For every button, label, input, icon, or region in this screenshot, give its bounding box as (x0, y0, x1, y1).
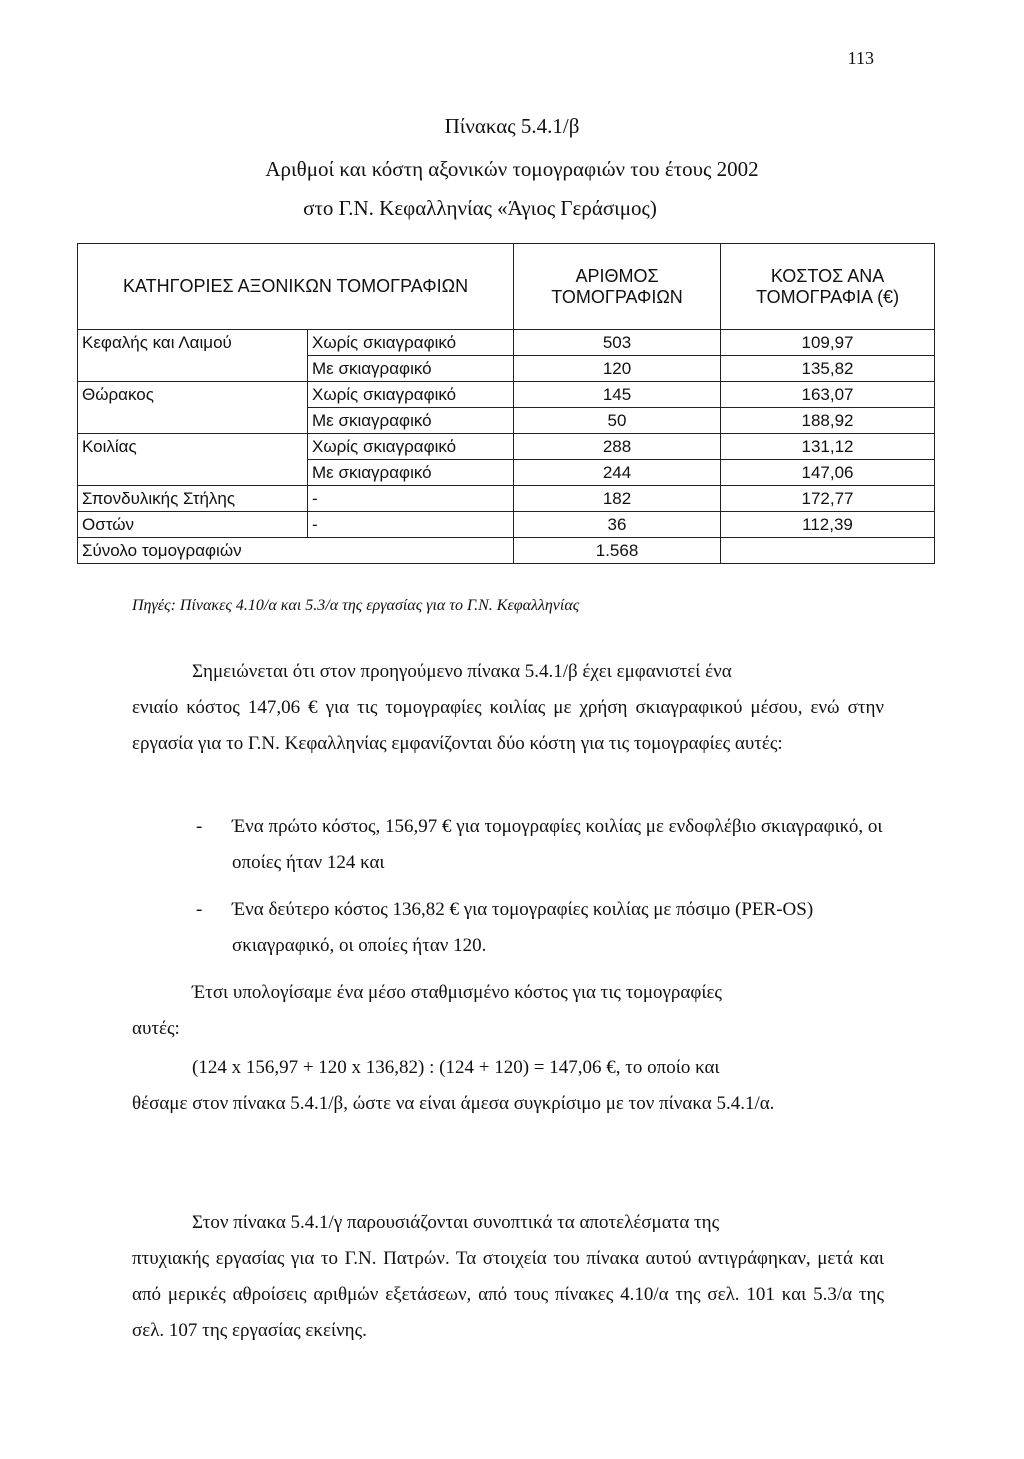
table-row (78, 486, 935, 512)
header-count: ΑΡΙΘΜΟΣ ΤΟΜΟΓΡΑΦΙΩΝ (514, 244, 721, 330)
paragraph-3 (132, 1205, 884, 1349)
row-cost: 112,39 (721, 512, 935, 538)
row-category: Σπονδυλικής Στήλης (78, 486, 308, 512)
row-cost: 188,92 (721, 408, 935, 434)
row-count: 120 (514, 356, 721, 382)
row-contrast-type: Με σκιαγραφικό (308, 408, 514, 434)
formula-body: θέσαμε στον πίνακα 5.4.1/β, ώστε να είναι άμεσα συγκρίσιμο με τον πίνακα 5.4.1/α. (132, 1093, 775, 1114)
formula-line: (124 x 156,97 + 120 x 136,82) : (124 + 120) = 147,06 €, το οποίο και (192, 1057, 720, 1078)
row-contrast-type: Με σκιαγραφικό (308, 460, 514, 486)
table-caption-line-1: Αριθμοί και κόστη αξονικών τομογραφιών του έτους 2002 (265, 157, 759, 181)
table-row (78, 382, 935, 408)
total-row (78, 538, 935, 564)
row-category (78, 356, 308, 382)
table-row (78, 408, 935, 434)
row-category: Κοιλίας (78, 434, 308, 460)
table-caption-line-2: στο Γ.Ν. Κεφαλληνίας «Άγιος Γεράσιμος) (303, 196, 657, 220)
row-cost: 147,06 (721, 460, 935, 486)
row-cost: 109,97 (721, 330, 935, 356)
row-cost: 172,77 (721, 486, 935, 512)
weighted-cost-formula (132, 1050, 884, 1122)
row-count: 36 (514, 512, 721, 538)
row-contrast-type: - (308, 486, 514, 512)
total-count: 1.568 (514, 538, 721, 564)
row-contrast-type: Με σκιαγραφικό (308, 356, 514, 382)
row-cost: 163,07 (721, 382, 935, 408)
row-contrast-type: Χωρίς σκιαγραφικό (308, 330, 514, 356)
row-cost: 131,12 (721, 434, 935, 460)
table-source-note: Πηγές: Πίνακες 4.10/α και 5.3/α της εργασίας για το Γ.Ν. Κεφαλληνίας (132, 597, 580, 614)
row-category: Οστών (78, 512, 308, 538)
row-category (78, 408, 308, 434)
paragraph-2-body: αυτές: (132, 1018, 180, 1039)
table-row (78, 512, 935, 538)
paragraph-1 (132, 654, 884, 762)
row-count: 244 (514, 460, 721, 486)
bullet-dash: - (196, 816, 203, 837)
paragraph-2 (132, 975, 884, 1047)
row-category: Κεφαλής και Λαιμού (78, 330, 308, 356)
row-category (78, 460, 308, 486)
row-count: 145 (514, 382, 721, 408)
row-count: 182 (514, 486, 721, 512)
bullet-item (196, 809, 886, 881)
header-cost: ΚΟΣΤΟΣ ΑΝΑ ΤΟΜΟΓΡΑΦΙΑ (€) (721, 244, 935, 330)
table-row (78, 356, 935, 382)
row-count: 288 (514, 434, 721, 460)
ct-scan-table (77, 243, 934, 564)
row-category: Θώρακος (78, 382, 308, 408)
table-row (78, 330, 935, 356)
row-count: 50 (514, 408, 721, 434)
row-contrast-type: - (308, 512, 514, 538)
bullet-text: Ένα πρώτο κόστος, 156,97 € για τομογραφίες κοιλίας με ενδοφλέβιο σκιαγραφικό, οι οποίες ήταν 124 και (232, 816, 883, 873)
paragraph-1-body: ενιαίο κόστος 147,06 € για τις τομογραφίες κοιλίας με χρήση σκιαγραφικού μέσου, ενώ στην εργασία για το Γ.Ν. Κεφαλληνίας εμφανίζονται δύο κόστη για τις τομογραφίες αυτές: (132, 697, 884, 754)
row-contrast-type: Χωρίς σκιαγραφικό (308, 382, 514, 408)
row-count: 503 (514, 330, 721, 356)
bullet-text: Ένα δεύτερο κόστος 136,82 € για τομογραφίες κοιλίας με πόσιμο (PER-OS) σκιαγραφικό, οι οποίες ήταν 120. (232, 899, 814, 956)
bullet-dash: - (196, 899, 203, 920)
bullet-item (196, 892, 886, 964)
header-category: ΚΑΤΗΓΟΡΙΕΣ ΑΞΟΝΙΚΩΝ ΤΟΜΟΓΡΑΦΙΩΝ (78, 244, 514, 330)
table-row (78, 460, 935, 486)
paragraph-3-body: πτυχιακής εργασίας για το Γ.Ν. Πατρών. Τα στοιχεία του πίνακα αυτού αντιγράφηκαν, μετά και από μερικές αθροίσεις αριθμών εξετάσεων, από τους πίνακες 4.10/α της σελ. 101 και 5.3/α της σελ. 107 της εργασίας εκείνης. (132, 1248, 884, 1341)
page-number: 113 (847, 48, 874, 68)
paragraph-1-first-line: Σημειώνεται ότι στον προηγούμενο πίνακα 5.4.1/β έχει εμφανιστεί ένα (192, 661, 732, 682)
row-contrast-type: Χωρίς σκιαγραφικό (308, 434, 514, 460)
table-caption-number: Πίνακας 5.4.1/β (444, 114, 580, 138)
paragraph-3-first-line: Στον πίνακα 5.4.1/γ παρουσιάζονται συνοπτικά τα αποτελέσματα της (192, 1212, 720, 1233)
paragraph-2-first-line: Έτσι υπολογίσαμε ένα μέσο σταθμισμένο κόστος για τις τομογραφίες (192, 982, 722, 1003)
total-cost (721, 538, 935, 564)
table-row (78, 434, 935, 460)
total-label: Σύνολο τομογραφιών (78, 538, 514, 564)
row-cost: 135,82 (721, 356, 935, 382)
